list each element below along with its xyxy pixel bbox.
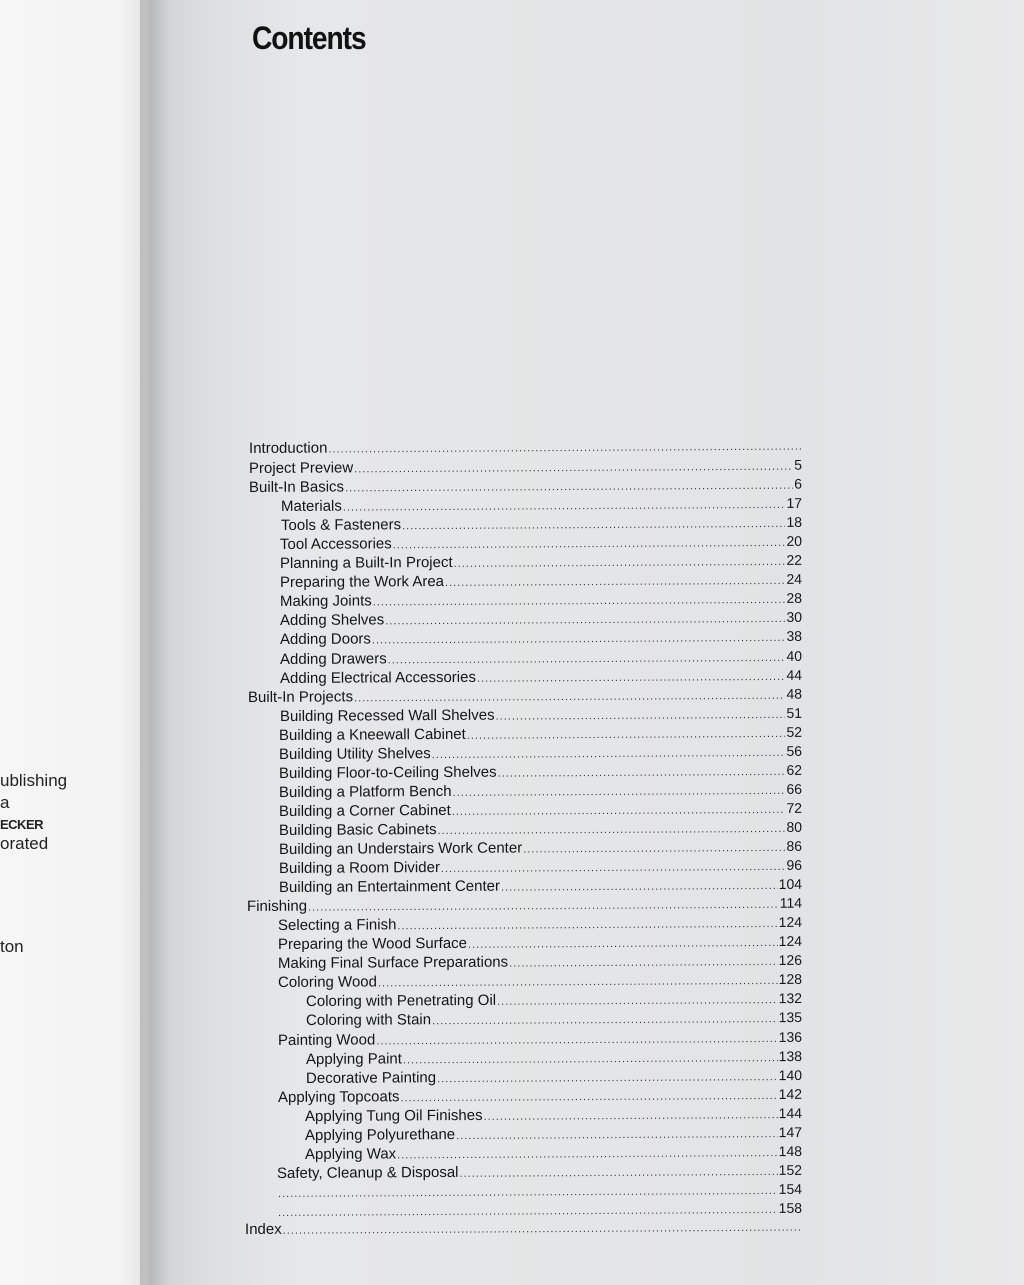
toc-entry-page: 114: [779, 894, 803, 911]
toc-entry-title: Tools & Fasteners: [280, 516, 402, 535]
toc-entry-page: 126: [778, 952, 803, 969]
toc-entry-page: 20: [786, 533, 803, 550]
toc-entry-page: 148: [778, 1142, 803, 1159]
toc-entry-title: Adding Drawers: [279, 649, 387, 668]
toc-entry-page: 66: [786, 780, 803, 797]
toc-entry-title: Index: [244, 1220, 282, 1238]
toc-entry-title: Coloring with Stain: [305, 1011, 432, 1030]
toc-entry-title: Applying Polyurethane: [304, 1125, 456, 1144]
toc-entry: [245, 1217, 802, 1240]
toc-entry-page: 28: [786, 590, 803, 607]
toc-entry-title: Coloring with Penetrating Oil: [305, 992, 497, 1011]
toc-entry-title: Building a Corner Cabinet: [278, 801, 451, 820]
toc-entry-page: 22: [786, 552, 803, 569]
toc-entry-title: Painting Wood: [277, 1030, 376, 1049]
toc-entry-page: 158: [778, 1199, 803, 1216]
toc-entry-page: 24: [786, 571, 803, 588]
toc-entry-page: 140: [778, 1066, 803, 1083]
toc-entry-page: 104: [778, 875, 803, 893]
toc-entry-title: Adding Shelves: [279, 611, 385, 630]
toc-entry-page: 128: [778, 971, 803, 988]
toc-entry-title: Building an Entertainment Center: [278, 877, 501, 897]
toc-entry-title: Tool Accessories: [279, 535, 392, 554]
toc-entry-title: Decorative Painting: [305, 1068, 437, 1087]
toc-entry-title: Planning a Built-In Project: [279, 554, 453, 573]
toc-entry-title: Coloring Wood: [277, 973, 378, 992]
toc-entry-title: Building Utility Shelves: [278, 744, 431, 763]
toc-entry-title: Building a Platform Bench: [278, 782, 452, 801]
facing-page-line: ublishing: [0, 771, 68, 790]
toc-entry-page: 142: [778, 1085, 803, 1102]
toc-entry-page: 6: [794, 475, 803, 492]
toc-entry-page: 154: [778, 1180, 803, 1197]
toc-entry-title: Adding Doors: [279, 630, 371, 649]
toc-entry-page: 62: [786, 761, 803, 778]
page-title: Contents: [252, 20, 366, 56]
toc-entry-title: Building Basic Cabinets: [278, 821, 437, 839]
toc-entry-page: 135: [778, 1009, 803, 1026]
toc-entry-title: Adding Electrical Accessories: [279, 668, 476, 687]
toc-entry-title: Building an Understairs Work Center: [278, 839, 523, 859]
toc-entry-title: Built-In Projects: [247, 687, 354, 706]
toc-entry-page: 17: [786, 494, 803, 512]
toc-entry-page: 18: [786, 514, 803, 531]
toc-entry-page: 48: [786, 685, 803, 702]
toc-entry-page: 51: [786, 704, 803, 721]
toc-entry-title: Introduction: [248, 439, 328, 457]
toc-entry-page: 138: [778, 1047, 803, 1064]
toc-entry-page: 40: [786, 647, 803, 664]
toc-entry-page: 38: [786, 628, 803, 645]
toc-entry-page: 147: [778, 1123, 803, 1140]
toc-entry-page: 124: [778, 914, 803, 931]
toc-entry-title: Building a Kneewall Cabinet: [278, 725, 466, 744]
toc-entry-title: Applying Paint: [305, 1049, 402, 1068]
toc-entry-page: 152: [778, 1161, 803, 1178]
toc-entry-title: Project Preview: [248, 459, 354, 478]
toc-entry-title: Finishing: [246, 897, 308, 916]
toc-entry-page: 144: [778, 1104, 803, 1121]
toc-entry-page: 5: [794, 456, 803, 473]
facing-page-line: ECKER: [0, 817, 44, 832]
toc-entry-title: Applying Wax: [304, 1145, 397, 1163]
dot-leader: [283, 1218, 801, 1241]
facing-page-line: orated: [0, 834, 49, 853]
toc-entry-page: 56: [786, 742, 803, 759]
toc-entry-title: Building Recessed Wall Shelves: [279, 706, 495, 725]
toc-entry-title: Building a Room Divider: [278, 859, 440, 878]
toc-entry-title: Built-In Basics: [248, 478, 345, 497]
toc-entry-page: 44: [786, 666, 803, 683]
toc-entry-title: Preparing the Work Area: [279, 573, 445, 592]
toc-entry-page: 80: [786, 818, 803, 835]
toc-entry-title: Safety, Cleanup & Disposal: [276, 1163, 459, 1182]
facing-page-line: a: [0, 793, 10, 812]
toc-entry-page: 52: [786, 723, 803, 740]
toc-entry-title: Making Joints: [279, 592, 372, 611]
toc-entry-page: 96: [786, 856, 803, 873]
toc-entry-title: Building Floor-to-Ceiling Shelves: [278, 763, 497, 782]
toc-entry-page: 30: [786, 609, 803, 626]
facing-page-line: ton: [0, 937, 24, 956]
toc-entry-page: 136: [778, 1028, 803, 1045]
toc-entry-title: Materials: [280, 497, 342, 516]
toc-entry-title: Making Final Surface Preparations: [277, 953, 509, 973]
toc-entry-title: Preparing the Wood Surface: [277, 935, 468, 954]
toc-entry-title: Applying Topcoats: [277, 1087, 400, 1106]
toc-entry-title: Selecting a Finish: [277, 916, 397, 935]
toc-entry-page: 72: [786, 799, 803, 816]
toc-entry-page: 124: [778, 933, 803, 950]
toc-entry-page: 86: [786, 837, 803, 854]
toc-entry-page: 132: [778, 990, 803, 1007]
toc-entry-title: Applying Tung Oil Finishes: [304, 1106, 483, 1125]
